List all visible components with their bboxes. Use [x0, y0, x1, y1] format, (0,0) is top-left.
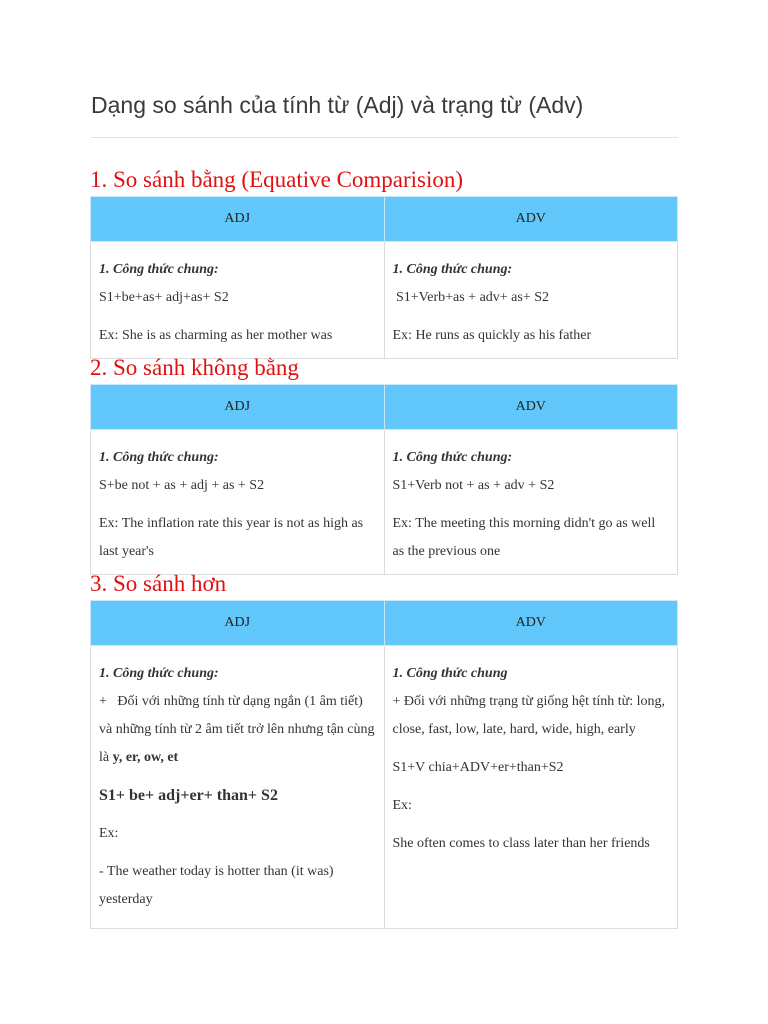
column-header-adv: ADV [384, 601, 678, 646]
table-row [91, 646, 678, 929]
example-text: Ex: He runs as quickly as his father [392, 328, 592, 343]
table-header-row [91, 197, 678, 242]
example-text: Ex: The inflation rate this year is not as high as last year's [99, 516, 364, 559]
formula-label: 1. Công thức chung: [99, 262, 219, 277]
comparison-table-equative [90, 196, 678, 359]
section-heading-equative: 1. So sánh bằng (Equative Comparision) [90, 167, 464, 192]
formula-text: S+be not + as + adj + as + S2 [99, 478, 265, 493]
adj-cell [91, 646, 385, 929]
table-row [91, 430, 678, 575]
column-header-adj: ADJ [91, 197, 385, 242]
table-row [91, 242, 678, 359]
comparison-table-comparative [90, 600, 678, 929]
page-title: Dạng so sánh của tính từ (Adj) và trạng từ (Adv) [91, 92, 584, 118]
rule-text: + Đối với những trạng từ giống hệt tính từ: long, close, fast, low, late, hard, wide, high, early [392, 694, 666, 737]
formula-text: S1+Verb+as + adv+ as+ S2 [392, 290, 550, 305]
column-header-adj: ADJ [91, 385, 385, 430]
adv-cell [384, 242, 678, 359]
table-header-row [91, 601, 678, 646]
section-heading-non-equative: 2. So sánh không bằng [90, 355, 299, 380]
column-header-adv: ADV [384, 385, 678, 430]
example-label: Ex: [392, 798, 412, 813]
rule-text [99, 688, 379, 772]
rule-prefix: + Đối với những tính từ dạng ngắn (1 âm tiết) và những tính từ 2 âm tiết trở lên nhưng tận cùng là [99, 694, 379, 765]
example-text: Ex: She is as charming as her mother was [99, 328, 333, 343]
section-heading-comparative: 3. So sánh hơn [90, 571, 227, 596]
formula-text: S1+Verb not + as + adv + S2 [392, 478, 555, 493]
formula-text: S1+V chia+ADV+er+than+S2 [392, 760, 564, 775]
example-label: Ex: [99, 826, 119, 841]
adj-cell [91, 242, 385, 359]
formula-text: S1+be+as+ adj+as+ S2 [99, 290, 229, 305]
adj-cell [91, 430, 385, 575]
formula-text: S1+ be+ adj+er+ than+ S2 [99, 787, 278, 804]
rule-endings: y, er, ow, et [112, 750, 179, 765]
comparison-table-non-equative [90, 384, 678, 575]
adv-cell [384, 430, 678, 575]
formula-label: 1. Công thức chung [392, 666, 508, 681]
column-header-adj: ADJ [91, 601, 385, 646]
formula-label: 1. Công thức chung: [99, 450, 219, 465]
formula-label: 1. Công thức chung: [392, 262, 513, 277]
column-header-adv: ADV [384, 197, 678, 242]
formula-label: 1. Công thức chung: [99, 666, 219, 681]
adv-cell [384, 646, 678, 929]
title-divider [91, 137, 678, 138]
example-text: - The weather today is hotter than (it was) yesterday [99, 864, 334, 907]
example-text: She often comes to class later than her friends [392, 836, 650, 851]
example-text: Ex: The meeting this morning didn't go as well as the previous one [392, 516, 656, 559]
table-header-row [91, 385, 678, 430]
formula-label: 1. Công thức chung: [392, 450, 513, 465]
